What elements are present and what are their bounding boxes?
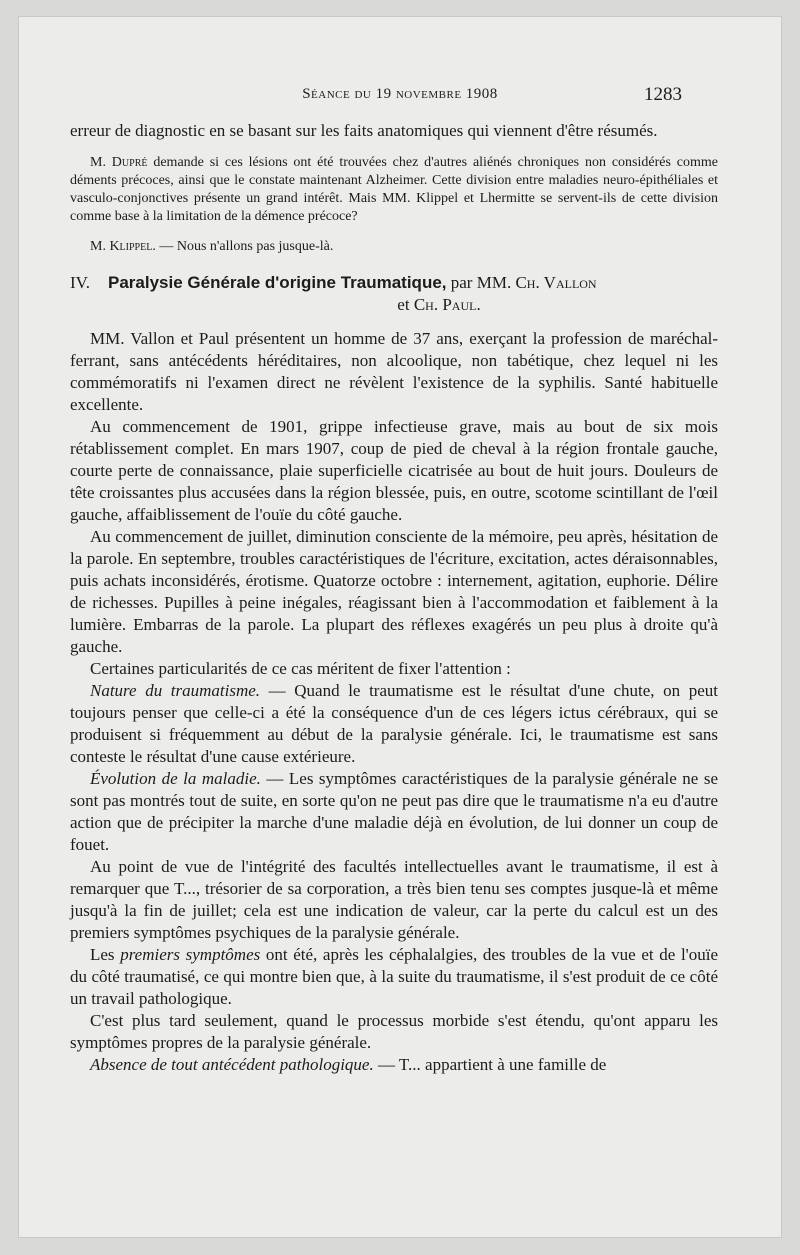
paragraph: Au point de vue de l'intégrité des facultés intellectuelles avant le traumatisme, il est à remarquer que T..., trésorier de sa corporation, a très bien tenu ses comptes jusque-là et même jusqu'à la fin de juillet; cela est une indication de valeur, car la perte du calcul est un des premiers symptômes psychiques de la paralysie générale. (70, 857, 718, 942)
paragraph-text: — Quand le traumatisme est le résultat d'une chute, on peut toujours penser que celle-ci a été la conséquence d'un de ces légers ictus cérébraux, qui se produisent si fréquemment au début de la paralysie générale. Ici, le traumatisme est sans conteste le résultat d'une cause extérieure. (70, 681, 718, 766)
section-by: par MM. (446, 273, 516, 292)
author-2: Ch. Paul. (413, 295, 481, 314)
paragraph: erreur de diagnostic en se basant sur les faits anatomiques qui viennent d'être résumés. (70, 121, 658, 140)
paragraph: Au commencement de 1901, grippe infectieuse grave, mais au bout de six mois rétablissement complet. En mars 1907, coup de pied de cheval à la région frontale gauche, courte perte de connaissance, plaie superficielle cicatrisée au bout de huit jours. Douleurs de tête croissantes plus accusées dans la région blessée, puis, en outre, scotome scintillant de l'œil gauche, affaiblissement de l'ouïe du côté gauche. (70, 417, 718, 524)
running-header (18, 86, 782, 108)
scanned-page (18, 16, 782, 1238)
paragraph-lead: Évolution de la maladie. (90, 769, 261, 788)
section-number: IV. (70, 273, 90, 292)
speaker-name: M. Klippel. (90, 239, 156, 254)
reply-text: — Nous n'allons pas jusque-là. (155, 239, 334, 254)
paragraph-text: — Les symptômes caractéristiques de la paralysie générale ne se sont pas montrés tout de suite, en sorte qu'on ne peut pas dire que le traumatisme n'a eu d'autre action que de précipiter la marche d'une maladie déjà en évolution, de lui donner un coup de fouet. (70, 769, 719, 854)
speaker-name: M. Dupré (90, 155, 148, 170)
page-body (70, 120, 718, 1076)
discussion-text: demande si ces lésions ont été trouvées chez d'autres aliénés chroniques non considérés comme déments précoces, ainsi que le constate maintenant Alzheimer. Cette division entre maladies neuro-épithéliales et vasculo-conjonctives présente un grand intérêt. Mais MM. Klippel et Lhermitte se servent-ils de cette division comme base à la limitation de la démence précoce? (70, 155, 718, 224)
emphasis: premiers symptômes (120, 945, 261, 964)
page-number: 1283 (644, 84, 682, 105)
reply-paragraph (70, 238, 718, 256)
paragraph (70, 768, 718, 856)
section-heading (70, 272, 718, 316)
paragraph (70, 680, 718, 768)
paragraph (70, 1054, 718, 1076)
paragraph-lead: Absence de tout antécédent pathologique. (90, 1055, 374, 1074)
running-title: Séance du 19 novembre 1908 (302, 86, 498, 102)
paragraph-text: — T... appartient à une famille de (373, 1055, 607, 1074)
paragraph: C'est plus tard seulement, quand le processus morbide s'est étendu, qu'ont apparu les symptômes propres de la paralysie générale. (70, 1011, 718, 1052)
section-title: Paralysie Générale d'origine Traumatique, (108, 273, 447, 292)
paragraph-lead: Nature du traumatisme. (90, 681, 261, 700)
author-1: Ch. Vallon (515, 273, 597, 292)
section-authors-line (70, 294, 718, 316)
paragraph: Les premiers symptômes ont été, après les céphalalgies, des troubles de la vue et de l'ouïe du côté traumatisé, ce qui montre bien que, à la suite du traumatisme, il s'est produit de ce côté un travail pathologique. (70, 945, 718, 1008)
paragraph: Au commencement de juillet, diminution consciente de la mémoire, peu après, hésitation de la parole. En septembre, troubles caractéristiques de l'écriture, excitation, actes déraisonnables, puis achats inconsidérés, érotisme. Quatorze octobre : internement, agitation, euphorie. Délire de richesses. Pupilles à peine inégales, réagissant bien à l'accommodation et faiblement à la lumière. Embarras de la parole. La plupart des réflexes exagérés un peu plus à droite qu'à gauche. (70, 527, 718, 656)
paragraph: Certaines particularités de ce cas méritent de fixer l'attention : (90, 659, 511, 678)
discussion-paragraph (70, 154, 718, 226)
section-and: et (397, 295, 414, 314)
paragraph: MM. Vallon et Paul présentent un homme de 37 ans, exerçant la profession de maréchal-ferrant, sans antécédents héréditaires, non alcoolique, non tabétique, chez lequel ni les commémoratifs ni l'examen direct ne révèlent l'existence de la syphilis. Santé habituelle excellente. (70, 329, 718, 414)
